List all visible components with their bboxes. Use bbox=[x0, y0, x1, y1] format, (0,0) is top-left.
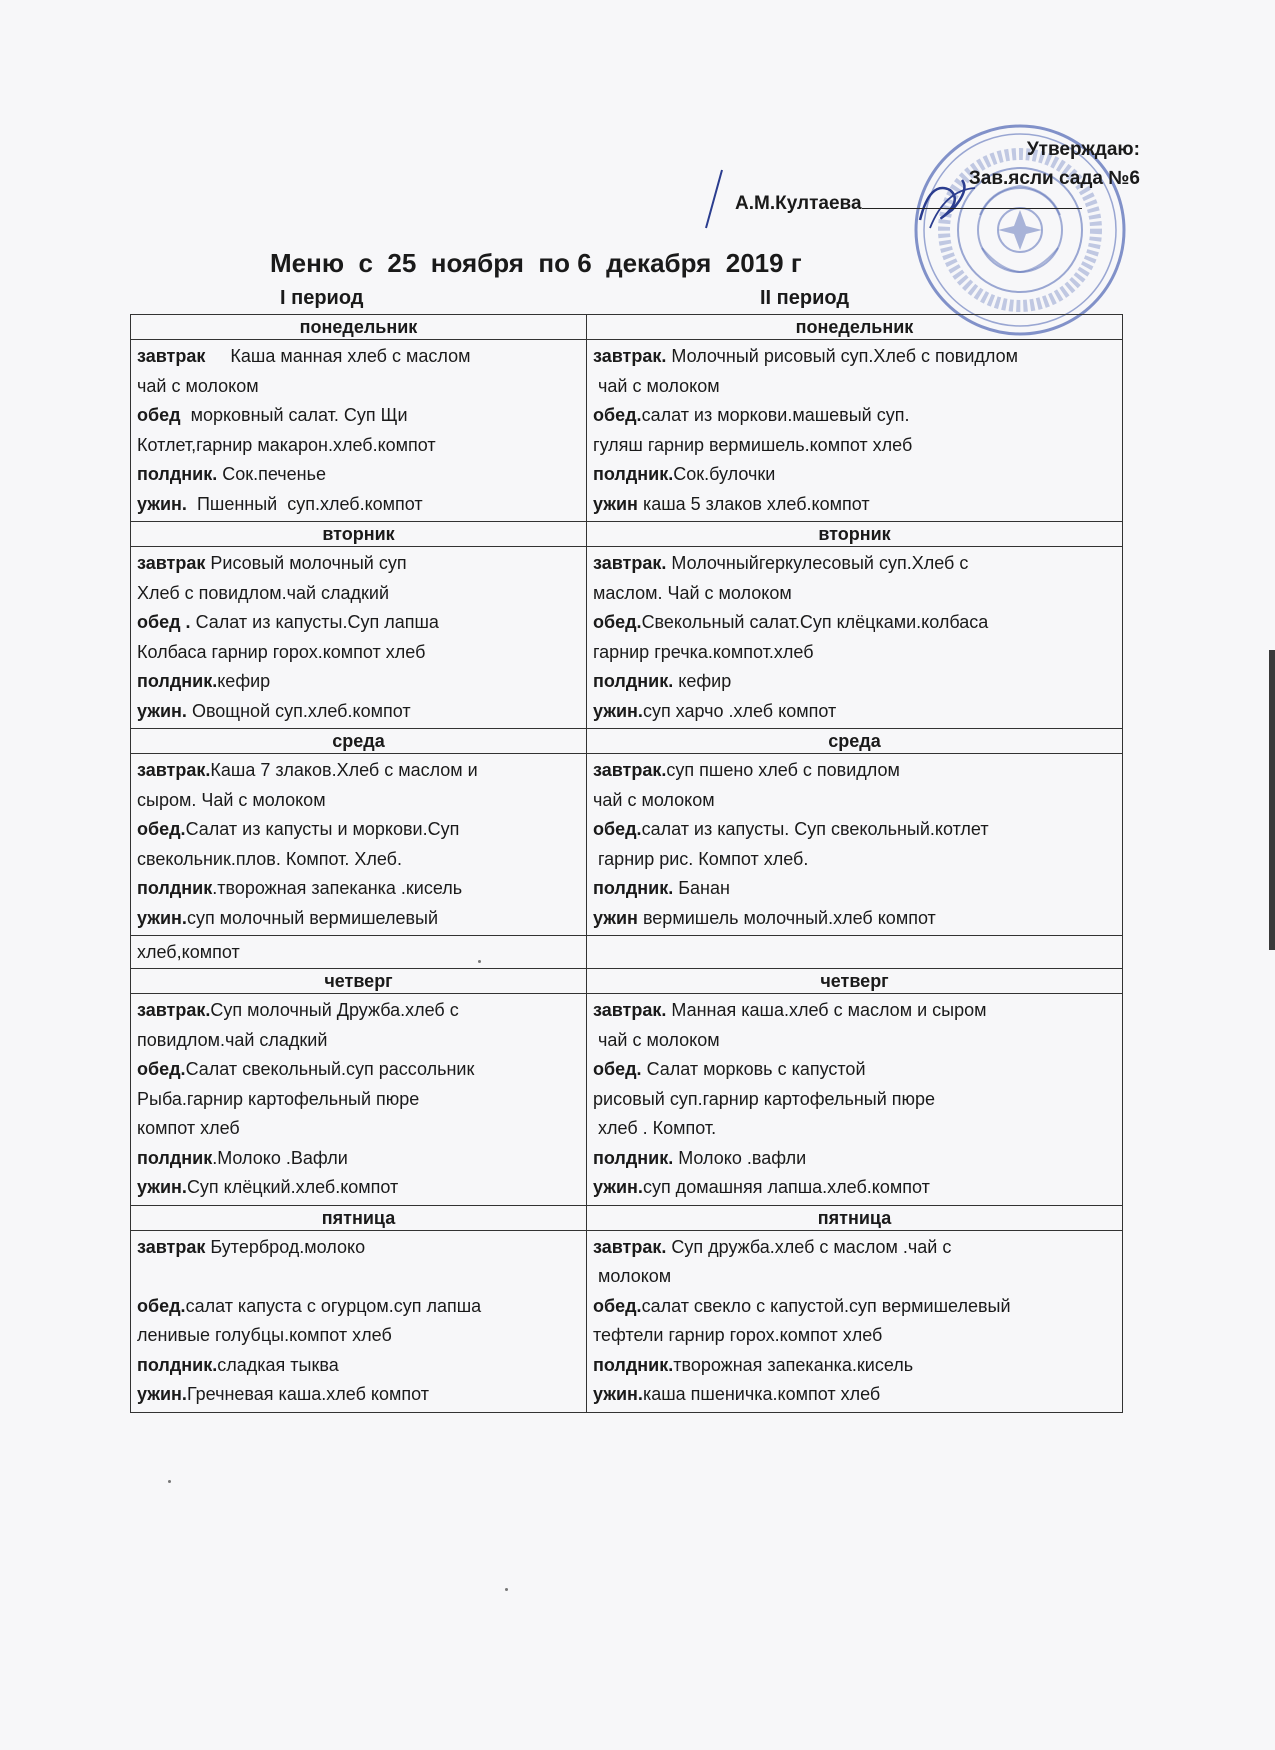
dish-text: Гречневая каша.хлеб компот bbox=[186, 1384, 429, 1404]
menu-line bbox=[593, 608, 1116, 638]
menu-row bbox=[131, 754, 1123, 936]
day-name: четверг bbox=[587, 969, 1123, 994]
menu-line bbox=[593, 1262, 1116, 1292]
meal-label: завтрак. bbox=[593, 346, 667, 366]
meal-label: обед. bbox=[593, 819, 642, 839]
approval-heading: Утверждаю: bbox=[1026, 139, 1140, 160]
menu-continuation-row bbox=[131, 936, 1123, 969]
period-2-menu-cell bbox=[587, 754, 1123, 936]
dish-text: салат свекло с капустой.суп вермишелевый bbox=[641, 1295, 1011, 1316]
menu-line bbox=[137, 431, 580, 461]
meal-label: полдник. bbox=[137, 464, 218, 484]
menu-line bbox=[137, 1173, 580, 1203]
dish-text: .творожная запеканка .кисель bbox=[212, 878, 463, 898]
menu-line bbox=[593, 756, 1116, 786]
dish-text: каша пшеничка.компот хлеб bbox=[642, 1384, 881, 1404]
menu-line bbox=[137, 1233, 580, 1263]
dish-text: суп харчо .хлеб компот bbox=[642, 700, 837, 721]
menu-line bbox=[593, 1380, 1116, 1410]
dish-text: Банан bbox=[673, 878, 730, 898]
dish-text: суп пшено хлеб с повидлом bbox=[666, 760, 900, 780]
menu-line bbox=[593, 1351, 1116, 1381]
period-1-menu-cell bbox=[131, 1230, 587, 1412]
dish-text: .Молоко .Вафли bbox=[212, 1147, 348, 1168]
dish-text: хлеб . Компот. bbox=[593, 1118, 717, 1138]
meal-label: обед. bbox=[593, 405, 642, 425]
meal-label: завтрак. bbox=[593, 1000, 667, 1020]
menu-table bbox=[130, 314, 1123, 1413]
menu-line bbox=[593, 638, 1116, 668]
dish-text: салат из моркови.машевый суп. bbox=[641, 405, 910, 425]
day-name: понедельник bbox=[131, 315, 587, 340]
menu-line bbox=[137, 460, 580, 490]
period-1-menu-cell bbox=[131, 994, 587, 1206]
dish-text: Бутерброд.молоко bbox=[205, 1236, 366, 1257]
menu-line bbox=[593, 1085, 1116, 1115]
meal-label: ужин. bbox=[137, 493, 187, 514]
meal-label: завтрак bbox=[137, 346, 206, 366]
dish-text: Молоко .вафли bbox=[673, 1147, 807, 1168]
menu-line bbox=[137, 401, 580, 431]
menu-line bbox=[137, 756, 580, 786]
meal-label: полдник bbox=[137, 878, 213, 898]
menu-row bbox=[131, 340, 1123, 522]
dish-text: Овощной суп.хлеб.компот bbox=[186, 700, 411, 721]
dish-text: Манная каша.хлеб с маслом и сыром bbox=[666, 1000, 987, 1020]
dish-text: Молочный рисовый суп.Хлеб с повидлом bbox=[666, 346, 1019, 366]
dish-text: Салат морковь с капустой bbox=[641, 1059, 866, 1079]
dish-text: чай с молоком bbox=[137, 375, 259, 396]
meal-label: обед bbox=[137, 405, 181, 425]
dish-text: чай с молоком bbox=[593, 1029, 720, 1050]
menu-line bbox=[137, 1144, 580, 1174]
menu-line bbox=[593, 372, 1116, 402]
dish-text: Рыба.гарнир картофельный пюре bbox=[137, 1088, 420, 1109]
menu-line bbox=[137, 786, 580, 816]
day-name: пятница bbox=[131, 1205, 587, 1230]
meal-label: завтрак bbox=[137, 553, 206, 573]
dish-text: Салат свекольный.суп рассольник bbox=[185, 1059, 475, 1079]
meal-label: ужин. bbox=[137, 1177, 187, 1197]
dish-text: Салат из капусты.Суп лапша bbox=[190, 612, 439, 632]
day-name: понедельник bbox=[587, 315, 1123, 340]
dish-text: творожная запеканка.кисель bbox=[673, 1354, 914, 1375]
menu-line bbox=[137, 1380, 580, 1410]
meal-label: завтрак. bbox=[593, 553, 667, 573]
meal-label: ужин bbox=[593, 493, 638, 514]
dish-text: маслом. Чай с молоком bbox=[593, 582, 792, 603]
menu-line bbox=[137, 1055, 580, 1085]
menu-line bbox=[137, 1114, 580, 1144]
dish-text: салат капуста с огурцом.суп лапша bbox=[185, 1295, 482, 1316]
menu-line bbox=[137, 1262, 580, 1292]
menu-line bbox=[593, 579, 1116, 609]
menu-line bbox=[137, 1321, 580, 1351]
signature-rule bbox=[862, 190, 1082, 209]
menu-line bbox=[137, 1026, 580, 1056]
menu-line bbox=[137, 579, 580, 609]
dish-text: Сок.булочки bbox=[673, 464, 776, 484]
day-header-row bbox=[131, 522, 1123, 547]
period-1-menu-cell bbox=[131, 340, 587, 522]
day-header-row bbox=[131, 969, 1123, 994]
meal-label: ужин bbox=[593, 907, 638, 928]
dish-text: Каша 7 злаков.Хлеб с маслом и bbox=[210, 760, 478, 780]
menu-line bbox=[593, 996, 1116, 1026]
menu-line bbox=[593, 1144, 1116, 1174]
meal-label: обед. bbox=[137, 819, 186, 839]
meal-label: завтрак. bbox=[137, 1000, 211, 1020]
menu-line bbox=[137, 1292, 580, 1322]
menu-line bbox=[137, 549, 580, 579]
meal-label: ужин. bbox=[593, 1177, 643, 1197]
dish-text: Каша манная хлеб с маслом bbox=[205, 346, 471, 366]
menu-line bbox=[593, 845, 1116, 875]
menu-line bbox=[137, 996, 580, 1026]
period-2-label: II период bbox=[760, 287, 850, 309]
meal-label: завтрак. bbox=[593, 760, 667, 780]
menu-line bbox=[593, 1233, 1116, 1263]
menu-line bbox=[593, 697, 1116, 727]
meal-label: ужин. bbox=[593, 700, 643, 721]
menu-row bbox=[131, 1230, 1123, 1412]
dish-text: каша 5 злаков хлеб.компот bbox=[637, 493, 870, 514]
menu-line bbox=[593, 431, 1116, 461]
period-2-menu-cell bbox=[587, 994, 1123, 1206]
menu-line bbox=[137, 1351, 580, 1381]
meal-label: полдник. bbox=[593, 1354, 674, 1375]
menu-table-body bbox=[131, 315, 1123, 1413]
day-header-row bbox=[131, 315, 1123, 340]
dish-text: Хлеб с повидлом.чай сладкий bbox=[137, 582, 390, 603]
dish-text: Салат из капусты и моркови.Суп bbox=[185, 819, 460, 839]
meal-label: обед . bbox=[137, 612, 191, 632]
menu-line bbox=[593, 1055, 1116, 1085]
day-name: пятница bbox=[587, 1205, 1123, 1230]
scan-speck bbox=[478, 960, 481, 963]
menu-line bbox=[593, 1026, 1116, 1056]
meal-label: полдник. bbox=[137, 671, 218, 691]
dish-text: чай с молоком bbox=[593, 375, 720, 396]
dish-text: кефир bbox=[217, 671, 271, 691]
period-2-menu-cell bbox=[587, 547, 1123, 729]
meal-label: полдник. bbox=[593, 1147, 674, 1168]
dish-text: суп домашняя лапша.хлеб.компот bbox=[642, 1177, 930, 1197]
dish-text: Пшенный суп.хлеб.компот bbox=[186, 493, 423, 514]
meal-label: ужин. bbox=[137, 700, 187, 721]
menu-line bbox=[593, 904, 1116, 934]
meal-label: обед. bbox=[593, 612, 642, 632]
meal-label: полдник. bbox=[593, 878, 674, 898]
menu-line bbox=[593, 1321, 1116, 1351]
dish-text: салат из капусты. Суп свекольный.котлет bbox=[641, 819, 989, 839]
menu-line bbox=[137, 904, 580, 934]
signer-name: А.М.Култаева bbox=[735, 193, 862, 214]
menu-line bbox=[593, 342, 1116, 372]
menu-line bbox=[593, 786, 1116, 816]
dish-text: тефтели гарнир горох.компот хлеб bbox=[593, 1325, 883, 1345]
dish-text: чай с молоком bbox=[593, 789, 715, 810]
menu-line bbox=[137, 342, 580, 372]
menu-continuation-cell bbox=[587, 936, 1123, 969]
menu-row bbox=[131, 547, 1123, 729]
menu-line bbox=[137, 638, 580, 668]
menu-line bbox=[137, 1085, 580, 1115]
meal-label: завтрак. bbox=[593, 1236, 667, 1257]
dish-text: вермишель молочный.хлеб компот bbox=[637, 907, 936, 928]
meal-label: ужин. bbox=[137, 1384, 187, 1404]
dish-text: Котлет,гарнир макарон.хлеб.компот bbox=[137, 434, 436, 455]
meal-label: полдник. bbox=[593, 671, 674, 691]
dish-text: Молочныйгеркулесовый суп.Хлеб с bbox=[666, 553, 969, 573]
meal-label: обед. bbox=[137, 1059, 186, 1079]
dish-text: Рисовый молочный суп bbox=[205, 553, 407, 573]
period-2-menu-cell bbox=[587, 340, 1123, 522]
menu-line bbox=[137, 815, 580, 845]
dish-text: молоком bbox=[593, 1266, 672, 1286]
dish-text: компот хлеб bbox=[137, 1118, 240, 1138]
meal-label: ужин. bbox=[137, 907, 187, 928]
menu-line bbox=[593, 490, 1116, 520]
dish-text: сыром. Чай с молоком bbox=[137, 789, 326, 810]
meal-label: ужин. bbox=[593, 1384, 643, 1404]
scan-edge bbox=[1269, 650, 1275, 950]
day-header-row bbox=[131, 729, 1123, 754]
menu-row bbox=[131, 994, 1123, 1206]
day-name: среда bbox=[587, 729, 1123, 754]
day-header-row bbox=[131, 1205, 1123, 1230]
meal-label: завтрак bbox=[137, 1236, 206, 1257]
menu-line bbox=[137, 667, 580, 697]
signature-line bbox=[735, 190, 1095, 215]
dish-text: повидлом.чай сладкий bbox=[137, 1029, 328, 1050]
menu-line bbox=[593, 667, 1116, 697]
dish-text: суп молочный вермишелевый bbox=[186, 907, 439, 928]
approval-block bbox=[940, 135, 1140, 193]
menu-line bbox=[137, 697, 580, 727]
menu-line bbox=[593, 549, 1116, 579]
approver-position: Зав.ясли сада №6 bbox=[968, 168, 1140, 189]
menu-line bbox=[593, 874, 1116, 904]
dish-text: гуляш гарнир вермишель.компот хлеб bbox=[593, 434, 913, 455]
menu-line bbox=[593, 1173, 1116, 1203]
menu-line bbox=[137, 874, 580, 904]
scan-speck bbox=[168, 1480, 171, 1483]
dish-text: Колбаса гарнир горох.компот хлеб bbox=[137, 641, 426, 662]
dish-text: свекольник.плов. Компот. Хлеб. bbox=[137, 848, 402, 869]
day-name: вторник bbox=[587, 522, 1123, 547]
period-1-menu-cell bbox=[131, 754, 587, 936]
dish-text bbox=[137, 1266, 142, 1286]
dish-text: Суп молочный Дружба.хлеб с bbox=[210, 1000, 459, 1020]
meal-label: полдник. bbox=[137, 1354, 218, 1375]
period-2-menu-cell bbox=[587, 1230, 1123, 1412]
dish-text: кефир bbox=[673, 671, 732, 691]
day-name: среда bbox=[131, 729, 587, 754]
meal-label: обед. bbox=[593, 1295, 642, 1316]
dish-text: морковный салат. Суп Щи bbox=[180, 405, 408, 425]
dish-text: рисовый суп.гарнир картофельный пюре bbox=[593, 1088, 936, 1109]
day-name: вторник bbox=[131, 522, 587, 547]
day-name: четверг bbox=[131, 969, 587, 994]
meal-label: полдник bbox=[137, 1147, 213, 1168]
menu-line bbox=[593, 460, 1116, 490]
scan-speck bbox=[505, 1588, 508, 1591]
dish-text: Суп дружба.хлеб с маслом .чай с bbox=[666, 1236, 952, 1257]
dish-text: сладкая тыква bbox=[217, 1354, 339, 1375]
meal-label: завтрак. bbox=[137, 760, 211, 780]
menu-line bbox=[137, 490, 580, 520]
menu-line bbox=[137, 845, 580, 875]
dish-text: гарнир рис. Компот хлеб. bbox=[593, 848, 809, 869]
menu-line bbox=[593, 1292, 1116, 1322]
menu-continuation-cell: хлеб,компот bbox=[131, 936, 587, 969]
period-1-label: I период bbox=[280, 287, 364, 309]
dish-text: Суп клёцкий.хлеб.компот bbox=[186, 1177, 399, 1197]
menu-line bbox=[593, 815, 1116, 845]
period-1-menu-cell bbox=[131, 547, 587, 729]
meal-label: обед. bbox=[593, 1059, 642, 1079]
document-title: Меню с 25 ноября по 6 декабря 2019 г bbox=[270, 248, 802, 278]
dish-text: Сок.печенье bbox=[217, 464, 326, 484]
menu-line bbox=[593, 401, 1116, 431]
menu-line bbox=[593, 1114, 1116, 1144]
meal-label: полдник. bbox=[593, 464, 674, 484]
dish-text: Свекольный салат.Суп клёцками.колбаса bbox=[641, 612, 989, 632]
meal-label: обед. bbox=[137, 1295, 186, 1316]
dish-text: гарнир гречка.компот.хлеб bbox=[593, 641, 814, 662]
menu-line bbox=[137, 372, 580, 402]
dish-text: ленивые голубцы.компот хлеб bbox=[137, 1325, 392, 1345]
menu-line bbox=[137, 608, 580, 638]
